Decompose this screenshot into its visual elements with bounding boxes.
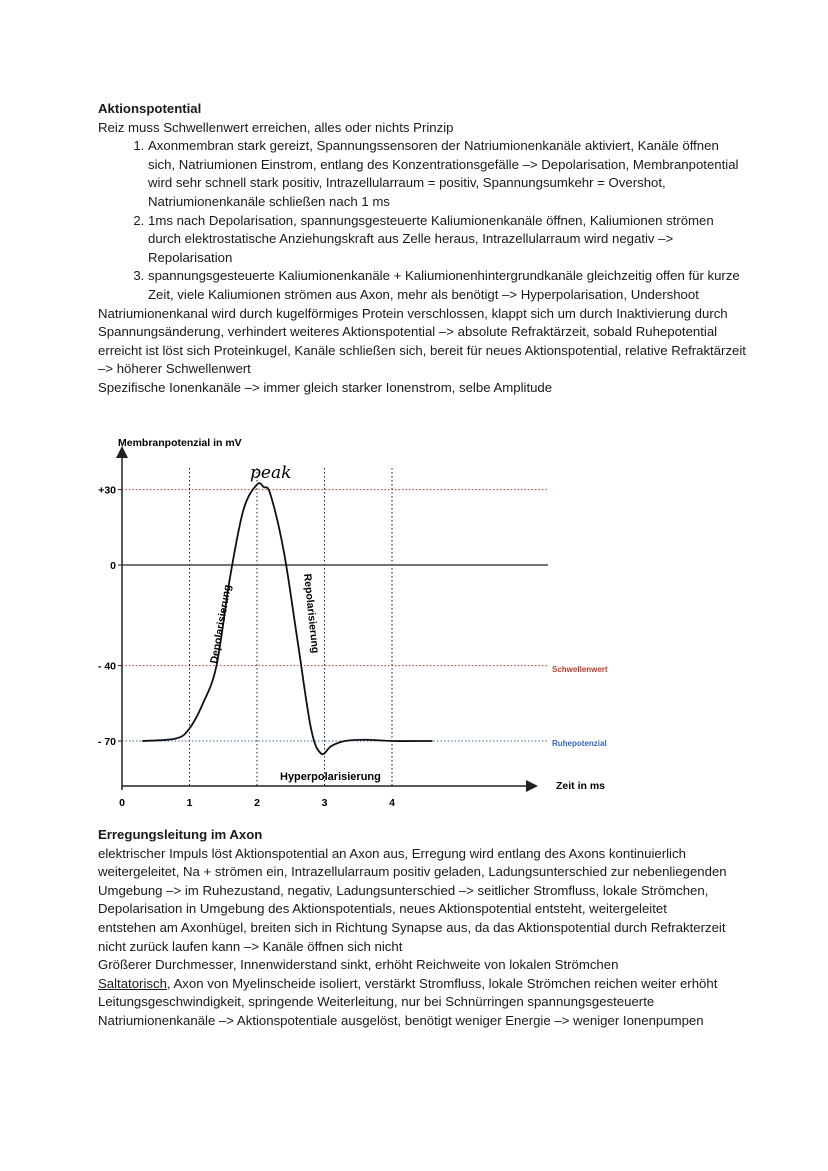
action-potential-chart xyxy=(80,428,640,818)
y-tick-label: 0 xyxy=(110,560,116,572)
section-title: Erregungsleitung im Axon xyxy=(98,827,263,842)
x-tick-label: 0 xyxy=(119,797,125,809)
y-tick-label: - 40 xyxy=(97,660,116,673)
threshold-label: Schwellenwert xyxy=(552,665,608,674)
section-title: Aktionspotential xyxy=(98,101,202,116)
list-item: 3. spannungsgesteuerte Kaliumionenkanäle + Kaliumionenhintergrundkanäle gleichzeitig offen für kurze Zeit, viele Kaliumionen strömen aus Axon, mehr als benötigt –> Hyperpolarisation, Undershoot xyxy=(148,267,748,304)
section-aktionspotential xyxy=(98,100,748,398)
paragraph-axonhuegel: entstehen am Axonhügel, breiten sich in Richtung Synapse aus, da das Aktionspotential durch Refrakterzeit nicht zurück laufen kann –> Kanäle öffnen sich nicht xyxy=(98,919,726,954)
x-tick-label: 2 xyxy=(254,797,260,809)
section-erregungsleitung xyxy=(98,826,748,1031)
x-tick-label: 1 xyxy=(186,797,193,809)
repolarisierung-label: Repolarisierung xyxy=(301,573,322,654)
paragraph-durchmesser: Größerer Durchmesser, Innenwiderstand sinkt, erhöht Reichweite von lokalen Strömchen xyxy=(98,957,619,973)
depolarisierung-label: Depolarisierung xyxy=(208,583,234,665)
resting-potential-label: Ruhepotenzial xyxy=(552,739,607,748)
paragraph-refraktaer: Natriumionenkanal wird durch kugelförmiges Protein verschlossen, klappt sich um durch Inaktivierung durch Spannungsänderung, verhindert weiteres Aktionspotential –> absolute Refraktärzeit, sobald Ruhepotential erreicht ist löst sich Proteinkugel, Kanäle schließen sich, bereit für neues Aktionspotential, relative Refraktärzeit –> höherer Schwellenwert xyxy=(98,305,746,377)
series-line xyxy=(142,483,432,754)
paragraph-saltatorisch xyxy=(98,975,748,1031)
peak-annotation: peak xyxy=(250,463,292,483)
y-axis-label: Membranpotenzial in mV xyxy=(118,437,242,449)
intro-line: Reiz muss Schwellenwert erreichen, alles oder nichts Prinzip xyxy=(98,119,454,135)
dotted-guides xyxy=(122,468,548,786)
paragraph-ionenkanaele: Spezifische Ionenkanäle –> immer gleich starker Ionenstrom, selbe Amplitude xyxy=(98,379,553,395)
list-item: 2. 1ms nach Depolarisation, spannungsgesteuerte Kaliumionenkanäle öffnen, Kaliumionen strömen durch elektrostatische Anziehungskraft aus Zelle heraus, Intrazellularraum wird negativ –> Repolarisation xyxy=(148,212,748,268)
list-item: 1. Axonmembran stark gereizt, Spannungssensoren der Natriumionenkanäle aktiviert, Kanäle öffnen sich, Natriumionen Einstrom, entlang des Konzentrationsgefälle –> Depolarisation, Membranpotential wird sehr schnell stark positiv, Intrazellularraum = positiv, Spannungsumkehr = Overshot, Natriumionenkanäle schließen nach 1 ms xyxy=(148,137,748,211)
y-tick-labels xyxy=(98,485,122,748)
hyperpolarisierung-label: Hyperpolarisierung xyxy=(280,771,381,783)
x-tick-label: 4 xyxy=(389,797,395,809)
x-axis-label: Zeit in ms xyxy=(556,780,606,792)
saltatorisch-text: Axon von Myelinscheide isoliert, verstärkt Stromfluss, lokale Strömchen reichen weiter erhöht Leitungsgeschwindigkeit, springende Weiterleitung, nur bei Schnürringen spannungsgesteuerte Natriumionenkanäle –> Aktionspotentiale ausgelöst, benötigt weniger Energie –> weniger Ionenpumpen xyxy=(98,975,718,1028)
saltatorisch-term: Saltatorisch, xyxy=(98,975,171,991)
paragraph-kontinuierlich: elektrischer Impuls löst Aktionspotential an Axon aus, Erregung wird entlang des Axons kontinuierlich weitergeleitet, Na + strömen ein, Intrazellularraum positiv geladen, Ladungsunterschied zur nebenliegenden Umgebung –> im Ruhezustand, negativ, Ladungsunterschied –> seitlicher Stromfluss, lokale Strömchen, Depolarisation in Umgebung des Aktionspotentials, neues Aktionspotential entsteht, weitergeleitet xyxy=(98,845,727,917)
x-tick-labels xyxy=(119,797,395,809)
y-tick-label: - 70 xyxy=(97,736,116,748)
step-list xyxy=(98,137,748,304)
y-tick-label: +30 xyxy=(98,484,116,497)
x-tick-label: 3 xyxy=(321,797,328,809)
